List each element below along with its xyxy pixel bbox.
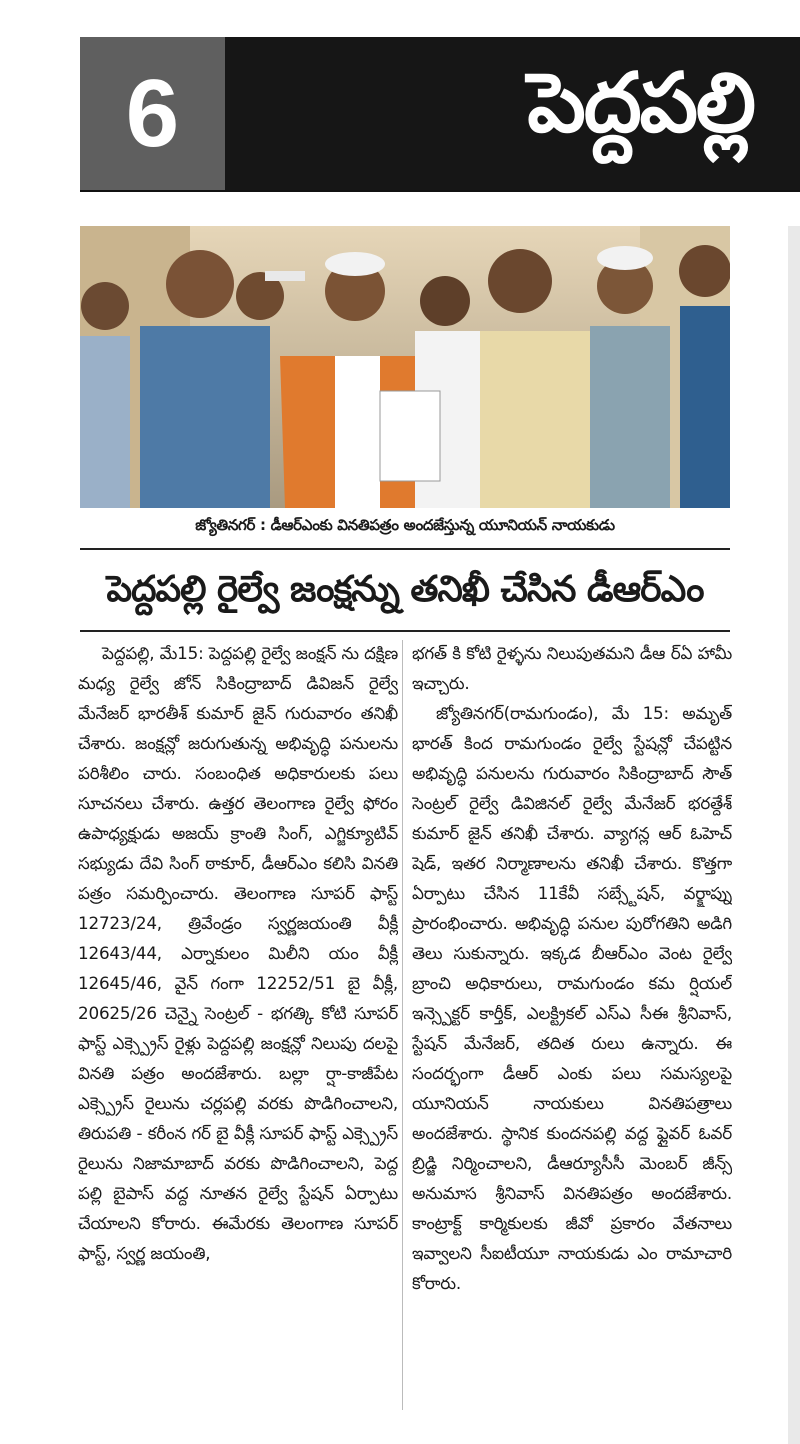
article-column-left <box>78 638 398 1418</box>
news-photo <box>80 226 730 508</box>
article-headline: పెద్దపల్లి రైల్వే జంక్షన్ను తనిఖీ చేసిన డీఆర్ఎం <box>80 548 730 632</box>
photo-icon <box>80 226 730 508</box>
page-header <box>80 37 800 192</box>
page-number: 6 <box>80 37 225 190</box>
article-paragraph: పెద్దపల్లి, మే15: పెద్దపల్లి రైల్వే జంక్షన్ ను దక్షిణ మధ్య రైల్వే జోన్ సికింద్రాబాద్ డివిజన్ రైల్వే మేనేజర్ భారతీశ్ కుమార్ జైన్ గురువారం తనిఖీ చేశారు. జంక్షన్లో జరుగుతున్న అభివృద్ధి పనులను పరిశీలిం చారు. సంబంధిత అధికారులకు పలు సూచనలు చేశారు. ఉత్తర తెలంగాణ రైల్వే ఫోరం ఉపాధ్యక్షుడు అజయ్ క్రాంతి సింగ్, ఎగ్జిక్యూటివ్ సభ్యుడు దేవి సింగ్ ఠాకూర్, డీఆర్ఎం కలిసి వినతి పత్రం సమర్పించారు. తెలంగాణ సూపర్ ఫాస్ట్ 12723/24, త్రివేండ్రం స్వర్ణజయంతి వీక్లీ 12643/44, ఎర్నాకులం మిలీని యం వీక్లీ 12645/46, వైన్ గంగా 12252/51 బై వీక్లీ, 20625/26 చెన్నై సెంట్రల్ - భగత్కి కోటి సూపర్ ఫాస్ట్ ఎక్స్ప్రెస్ రైళ్లు పెద్దపల్లి జంక్షన్లో నిలుపు దలపై వినతి పత్రం అందజేశారు. బల్లా ర్షా-కాజీపేట ఎక్స్ప్రెస్ రైలును చర్లపల్లి వరకు పొడిగించాలని, తిరుపతి - కరీంన గర్ బై వీక్లీ సూపర్ ఫాస్ట్ ఎక్స్ప్రెస్ రైలును నిజామాబాద్ వరకు పొడిగించాలని, పెద్ద పల్లి బైపాస్ వద్ద నూతన రైల్వే స్టేషన్ ఏర్పాటు చేయాలని కోరారు. ఈమేరకు తెలంగాణ సూపర్ ఫాస్ట్, స్వర్ణ జయంతి, <box>78 643 398 1263</box>
section-title: పెద్దపల్లి <box>225 37 800 190</box>
article-paragraph: జ్యోతినగర్(రామగుండం), మే 15: అమృత్ భారత్ కింద రామగుండం రైల్వే స్టేషన్లో చేపట్టిన అభివృద్ధి పనులను గురువారం సికింద్రాబాద్ సౌత్ సెంట్రల్ రైల్వే డివిజినల్ రైల్వే మేనేజర్ భరత్దేశ్ కుమార్ జైన్ తనిఖీ చేశారు. వ్యాగన్ల ఆర్ ఓహెచ్ షెడ్, ఇతర నిర్మాణాలను తనిఖీ చేశారు. కొత్తగా ఏర్పాటు చేసిన 11కేవీ సబ్స్టేషన్, వర్క్షాప్ను ప్రారంభించారు. అభివృద్ధి పనుల పురోగతిని అడిగి తెలు సుకున్నారు. ఇక్కడ బీఆర్ఎం వెంట రైల్వే బ్రాంచి అధికారులు, రామగుండం కమ ర్షియల్ ఇన్స్పెక్టర్ కార్తీక్, ఎలక్ట్రికల్ ఎస్ఎ సీఈ శ్రీనివాస్, స్టేషన్ మేనేజర్, తదిత రులు ఉన్నారు. ఈ సందర్భంగా డీఆర్ ఎంకు పలు సమస్యలపై యూనియన్ నాయకులు వినతిపత్రాలు అందజేశారు. స్థానిక కుందనపల్లి వద్ద ఫ్లైవర్ ఓవర్ బ్రిడ్జి నిర్మించాలని, డీఆర్యూసీసీ మెంబర్ జీన్స్ అనుమాస శ్రీనివాస్ వినతిపత్రం అందజేశారు. కాంట్రాక్ట్ కార్మికులకు జీవో ప్రకారం వేతనాలు ఇవ్వాలని సీఐటీయూ నాయకుడు ఎం రామాచారి కోరారు. <box>412 703 732 1293</box>
photo-caption: జ్యోతినగర్ : డీఆర్ఎంకు వినతిపత్రం అందజేస్తున్న యూనియన్ నాయకుడు <box>195 516 615 534</box>
column-divider <box>402 640 403 1410</box>
page-edge-strip <box>788 226 800 1444</box>
article-column-right <box>412 638 732 1418</box>
article-paragraph: భగత్ కి కోటి రైళ్ళను నిలుపుతమని డీఆ ర్ఏ హామీ ఇచ్చారు. <box>412 643 732 693</box>
